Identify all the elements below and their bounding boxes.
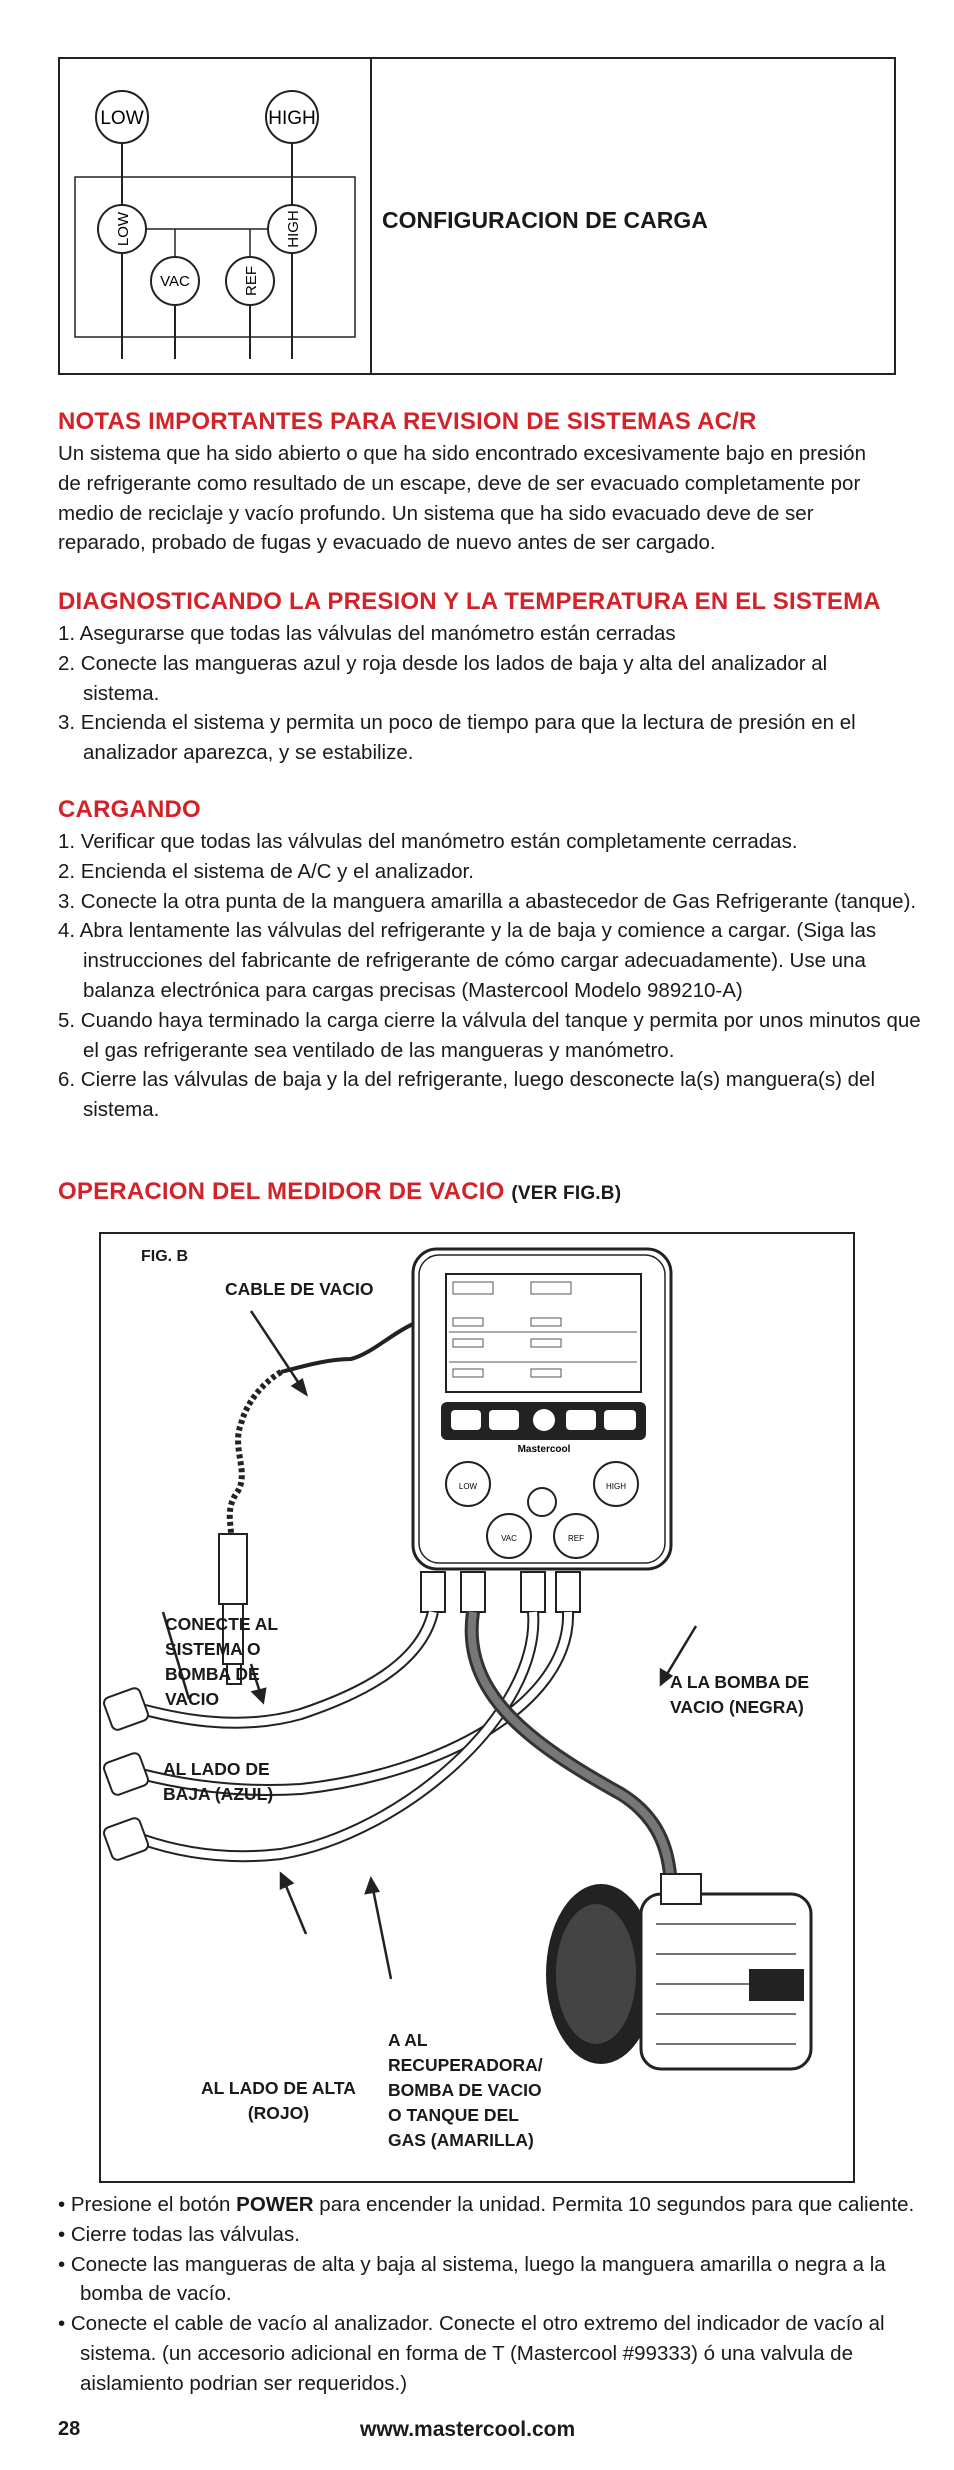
baja-label: AL LADO DE BAJA (AZUL) (163, 1759, 274, 1804)
cable-label: CABLE DE VACIO (225, 1279, 374, 1299)
recuperadora-label: A AL RECUPERADORA/ BOMBA DE VACIO O TANQUE DEL GAS (AMARILLA) (388, 2030, 543, 2150)
notas-heading: NOTAS IMPORTANTES PARA REVISION DE SISTEMAS AC/R (58, 408, 757, 435)
box-divider (370, 59, 372, 373)
list-item: 1. Asegurarse que todas las válvulas del manómetro están cerradas (58, 622, 676, 645)
charging-config-box (58, 57, 896, 375)
notas-line: Un sistema que ha sido abierto o que ha sido encontrado excesivamente bajo en presión (58, 442, 866, 465)
notas-paragraph (58, 439, 938, 558)
high-gauge-label: HIGH (268, 108, 316, 129)
list-item: 5. Cuando haya terminado la carga cierre la válvula del tanque y permita por unos minutos que el gas refrigerante sea ventilado de las mangueras y manómetro. (58, 1008, 921, 1062)
list-item: 1. Verificar que todas las válvulas del manómetro están completamente cerradas. (58, 830, 798, 853)
bullet-text: Cierre todas las válvulas. (70, 2222, 300, 2246)
charging-config-diagram (60, 59, 370, 373)
fig-reference: (VER FIG.B) (511, 1183, 622, 1204)
figure-b-box (99, 1232, 855, 2183)
power-keyword: POWER (236, 2193, 314, 2216)
notas-line: reparado, probado de fugas y evacuado de nuevo antes de ser cargado. (58, 531, 716, 555)
list-item: 3. Encienda el sistema y permita un poco de tiempo para que la lectura de presión en el analizador aparezca, y se estabilize. (58, 711, 856, 765)
low-valve-label: LOW (115, 211, 132, 247)
diagnostico-heading: DIAGNOSTICANDO LA PRESION Y LA TEMPERATURA EN EL SISTEMA (58, 588, 881, 615)
operacion-title: OPERACION DEL MEDIDOR DE VACIO (58, 1178, 505, 1205)
diagnostico-list (58, 619, 898, 768)
knob-low-label: LOW (458, 1482, 478, 1491)
list-item: • Conecte el cable de vacío al analizador. Conecte el otro extremo del indicador de vacío al sistema. (un accesorio adicional en forma de T (Mastercool #99333) ó una valvula de aislamiento podrian ser requeridos.) (58, 2312, 885, 2395)
list-item: 3. Conecte la otra punta de la manguera amarilla a abastecedor de Gas Refrigerante (tanque). (58, 889, 917, 913)
bullet-list (58, 2190, 918, 2399)
brand-label: Mastercool (517, 1444, 571, 1455)
bullet-text: Conecte el cable de vacío al analizador. Conecte el otro extremo del indicador de vacío al sistema. (un accesorio adicional en forma de T (Mastercool #99333) ó una valvula de aislamiento podrian ser requeridos.) (70, 2312, 885, 2395)
notas-line: medio de reciclaje y vacío profundo. Un sistema que ha sido evacuado deve de ser (58, 501, 814, 525)
bullet-text-pre: Presione el botón (70, 2193, 237, 2216)
knob-high-label: HIGH (606, 1482, 626, 1491)
ref-valve-label: REF (243, 266, 260, 296)
notas-line: de refrigerante como resultado de un escape, deve de ser evacuado completamente por (58, 471, 861, 495)
page-number: 28 (58, 2418, 81, 2440)
list-item: • Cierre todas las válvulas. (58, 2222, 300, 2246)
fig-label: FIG. B (141, 1248, 189, 1265)
low-gauge-label: LOW (100, 108, 144, 129)
list-item: 2. Conecte las mangueras azul y roja desde los lados de baja y alta del analizador al sistema. (58, 651, 828, 705)
cargando-heading: CARGANDO (58, 796, 201, 823)
list-item: • Presione el botón POWER para encender la unidad. Permita 10 segundos para que caliente. (58, 2193, 915, 2216)
high-valve-label: HIGH (285, 210, 302, 248)
website-url: www.mastercool.com (360, 2418, 576, 2441)
knob-ref-label: REF (568, 1534, 584, 1543)
list-item: 2. Encienda el sistema de A/C y el analizador. (58, 859, 474, 883)
bullet-text-post: para encender la unidad. Permita 10 segundos para que caliente. (313, 2193, 915, 2216)
bullet-text: Conecte las mangueras de alta y baja al sistema, luego la manguera amarilla o negra a la bomba de vacío. (70, 2252, 886, 2306)
config-title: CONFIGURACION DE CARGA (382, 207, 708, 233)
list-item: 4. Abra lentamente las válvulas del refrigerante y la de baja y comience a cargar. (Siga las instrucciones del fabricante de refrigerante de cómo cargar adecuadamente). Use una balanza electrónica para cargas precisas (Mastercool Modelo 989210-A) (58, 919, 877, 1002)
cargando-list (58, 827, 923, 1125)
list-item: 6. Cierre las válvulas de baja y la del refrigerante, luego desconecte la(s) manguera(s) del sistema. (58, 1068, 876, 1122)
conecte-label: CONECTE AL SISTEMA O BOMBA DE VACIO (165, 1614, 279, 1709)
list-item: • Conecte las mangueras de alta y baja al sistema, luego la manguera amarilla o negra a la bomba de vacío. (58, 2252, 886, 2306)
vac-valve-label: VAC (160, 273, 190, 290)
alta-label: AL LADO DE ALTA (ROJO) (201, 2078, 356, 2123)
knob-vac-label: VAC (501, 1534, 517, 1543)
operacion-heading (58, 1178, 621, 1206)
bomba-negra-label: A LA BOMBA DE VACIO (NEGRA) (670, 1672, 810, 1717)
